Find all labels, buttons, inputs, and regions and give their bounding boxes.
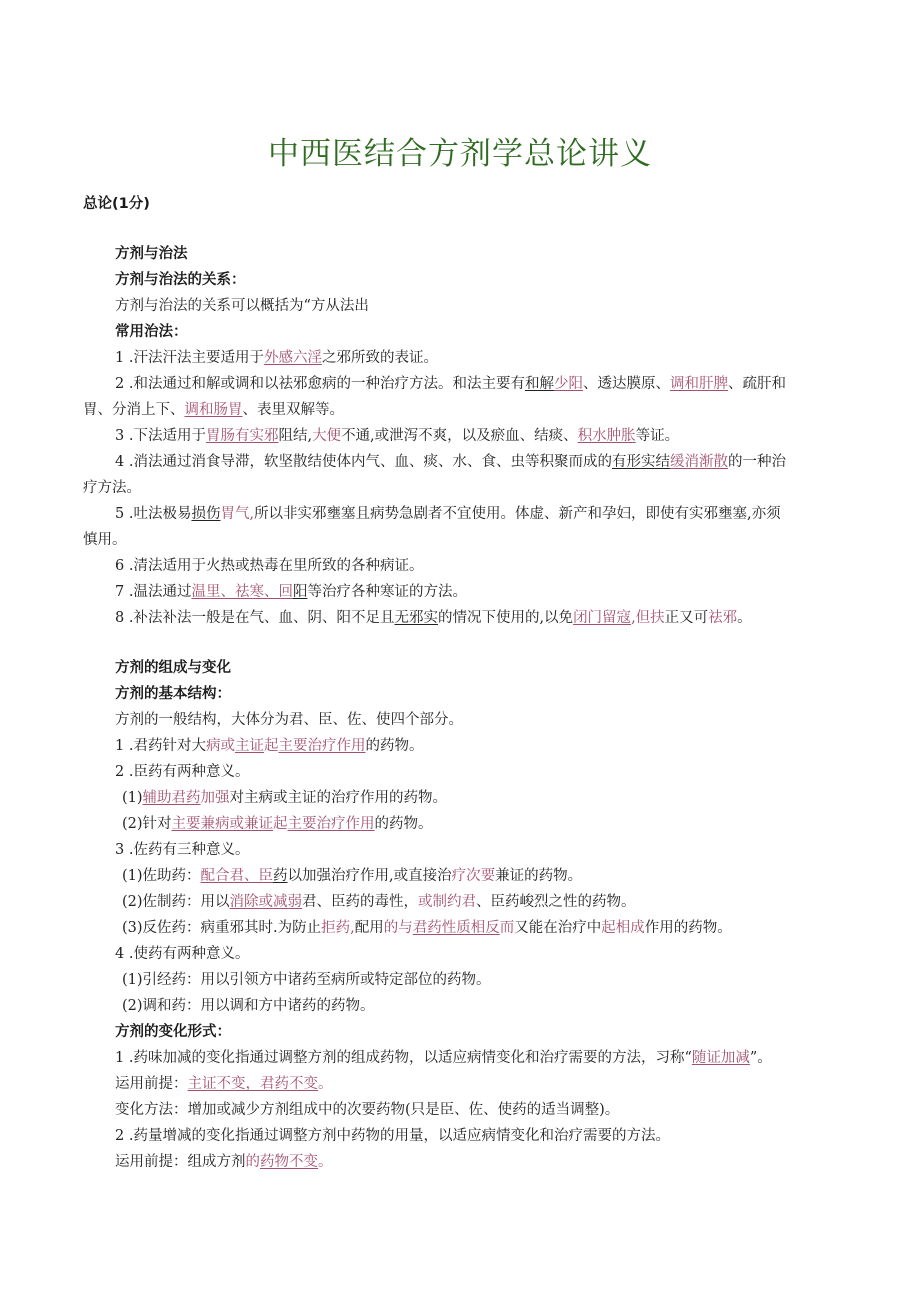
shi-herb-2: (2)调和药：用以调和方中诸药的药物。 — [122, 998, 375, 1014]
method-5: 5 .吐法极易损伤胃气,所以非实邪壅塞且病势急剧者不宜使用。体虚、新产和孕妇，即使有实邪壅塞,亦须 — [115, 506, 781, 522]
chen-herb: 2 .臣药有两种意义。 — [115, 764, 250, 780]
highlight: 温里、祛寒、回 — [191, 584, 293, 600]
highlight: 。 — [318, 1076, 333, 1092]
highlight: 少阳 — [553, 376, 583, 392]
highlight: 药物不变 — [260, 1154, 318, 1170]
highlight: 胃气, — [220, 506, 255, 522]
highlight: 祛邪 — [708, 610, 738, 626]
method-5-cont: 慎用。 — [83, 532, 127, 548]
highlight: 病或 — [205, 738, 235, 754]
method-6: 6 .清法适用于火热或热毒在里所致的各种病证。 — [115, 558, 424, 574]
highlight: 主要治疗作用 — [287, 816, 375, 832]
highlight: 调和肠胃 — [184, 402, 243, 418]
chen-herb-1: (1)辅助君药加强对主病或主证的治疗作用的药物。 — [122, 790, 448, 806]
heading-relation: 方剂与治法的关系： — [115, 272, 246, 288]
highlight: 主证 — [234, 738, 264, 754]
method-2-cont: 胃、分消上下、调和肠胃、表里双解等。 — [83, 402, 344, 418]
method-3: 3 .下法适用于胃肠有实邪阻结,大便不通,或泄泻不爽，以及瘀血、结痰、积水肿胀等证。 — [115, 428, 680, 444]
highlight: 大便 — [312, 428, 342, 444]
relation-text: 方剂与治法的关系可以概括为“方从法出 — [115, 298, 369, 314]
method-4: 4 .消法通过消食导滞，软坚散结使体内气、血、痰、水、食、虫等积聚而成的有形实结缓消渐散的一种治 — [115, 454, 786, 470]
shi-herb: 4 .使药有两种意义。 — [115, 946, 250, 962]
change-2-premise: 运用前提：组成方剂的药物不变。 — [115, 1154, 333, 1170]
heading-formula-and-method: 方剂与治法 — [115, 246, 188, 262]
chen-herb-2: (2)针对主要兼病或兼证起主要治疗作用的药物。 — [122, 816, 433, 832]
change-2: 2 .药量增减的变化指通过调整方剂中药物的用量，以适应病情变化和治疗需要的方法。 — [115, 1128, 670, 1144]
structure-text: 方剂的一般结构，大体分为君、臣、佐、使四个部分。 — [115, 712, 463, 728]
section-label: 总论(1分) — [83, 196, 150, 212]
highlight: 的 — [245, 1154, 260, 1170]
highlight: 缓消渐散 — [669, 454, 728, 470]
highlight: 拒药, — [321, 920, 355, 936]
highlight: 外感六淫 — [263, 350, 322, 366]
method-8: 8 .补法补法一般是在气、血、阴、阳不足且无邪实的情况下使用的,以免闭门留寇,但扶正又可祛邪。 — [115, 610, 752, 626]
highlight: 主证不变，君药不变 — [187, 1076, 318, 1092]
heading-basic-structure: 方剂的基本结构： — [115, 686, 231, 702]
change-1-premise: 运用前提：主证不变，君药不变。 — [115, 1076, 333, 1092]
highlight: 而 — [499, 920, 515, 936]
highlight: 主要治疗作用 — [278, 738, 366, 754]
heading-composition: 方剂的组成与变化 — [115, 660, 231, 676]
shi-herb-1: (1)引经药：用以引领方中诸药至病所或特定部位的药物。 — [122, 972, 491, 988]
method-1: 1 .汗法汗法主要适用于外感六淫之邪所致的表证。 — [115, 350, 438, 366]
highlight: ,但扶 — [631, 610, 665, 626]
heading-common-methods: 常用治法： — [115, 324, 188, 340]
highlight: 疗次要 — [451, 868, 496, 884]
method-4-cont: 疗方法。 — [83, 480, 141, 496]
highlight: 调和肝脾 — [669, 376, 728, 392]
highlight: 积水肿胀 — [577, 428, 636, 444]
highlight: 辅助君药 — [142, 790, 201, 806]
jun-herb: 1 .君药针对大病或主证起主要治疗作用的药物。 — [115, 738, 424, 754]
zuo-herb-1: (1)佐助药：配合君、臣药以加强治疗作用,或直接治疗次要兼证的药物。 — [122, 868, 583, 884]
highlight: 闭门留寇 — [573, 610, 632, 626]
change-1-method: 变化方法：增加或减少方剂组成中的次要药物(只是臣、佐、使药的适当调整)。 — [115, 1102, 620, 1118]
change-1: 1 .药味加减的变化指通过调整方剂的组成药物，以适应病情变化和治疗需要的方法，习称“随证加减”。 — [115, 1050, 772, 1066]
method-2: 2 .和法通过和解或调和以祛邪愈病的一种治疗方法。和法主要有和解少阳、透达膜原、调和肝脾、疏肝和 — [115, 376, 786, 392]
highlight: 。 — [318, 1154, 333, 1170]
zuo-herb-3: (3)反佐药：病重邪其时.为防止拒药,配用的与君药性质相反而又能在治疗中起相成作用的药物。 — [122, 920, 732, 936]
highlight: 胃肠有实邪 — [205, 428, 279, 444]
highlight: 或制约君 — [418, 894, 477, 910]
highlight: 配合君、臣 — [200, 868, 274, 884]
heading-change-forms: 方剂的变化形式： — [115, 1024, 231, 1040]
highlight: 起相成 — [601, 920, 645, 936]
zuo-herb: 3 .佐药有三种意义。 — [115, 842, 250, 858]
method-7: 7 .温法通过温里、祛寒、回阳等治疗各种寒证的方法。 — [115, 584, 467, 600]
highlight: 君药性质相反 — [412, 920, 500, 936]
highlight: 起 — [273, 816, 288, 832]
page-title: 中西医结合方剂学总论讲义 — [268, 136, 652, 172]
zuo-herb-2: (2)佐制药：用以消除或减弱君、臣药的毒性，或制约君、臣药峻烈之性的药物。 — [122, 894, 636, 910]
highlight: 起 — [263, 738, 279, 754]
highlight: 消除或减弱 — [229, 894, 303, 910]
highlight: 的与 — [383, 920, 413, 936]
highlight: 加强 — [200, 790, 230, 806]
highlight: 主要兼病或兼证 — [171, 816, 274, 832]
highlight: 随证加减 — [691, 1050, 750, 1066]
